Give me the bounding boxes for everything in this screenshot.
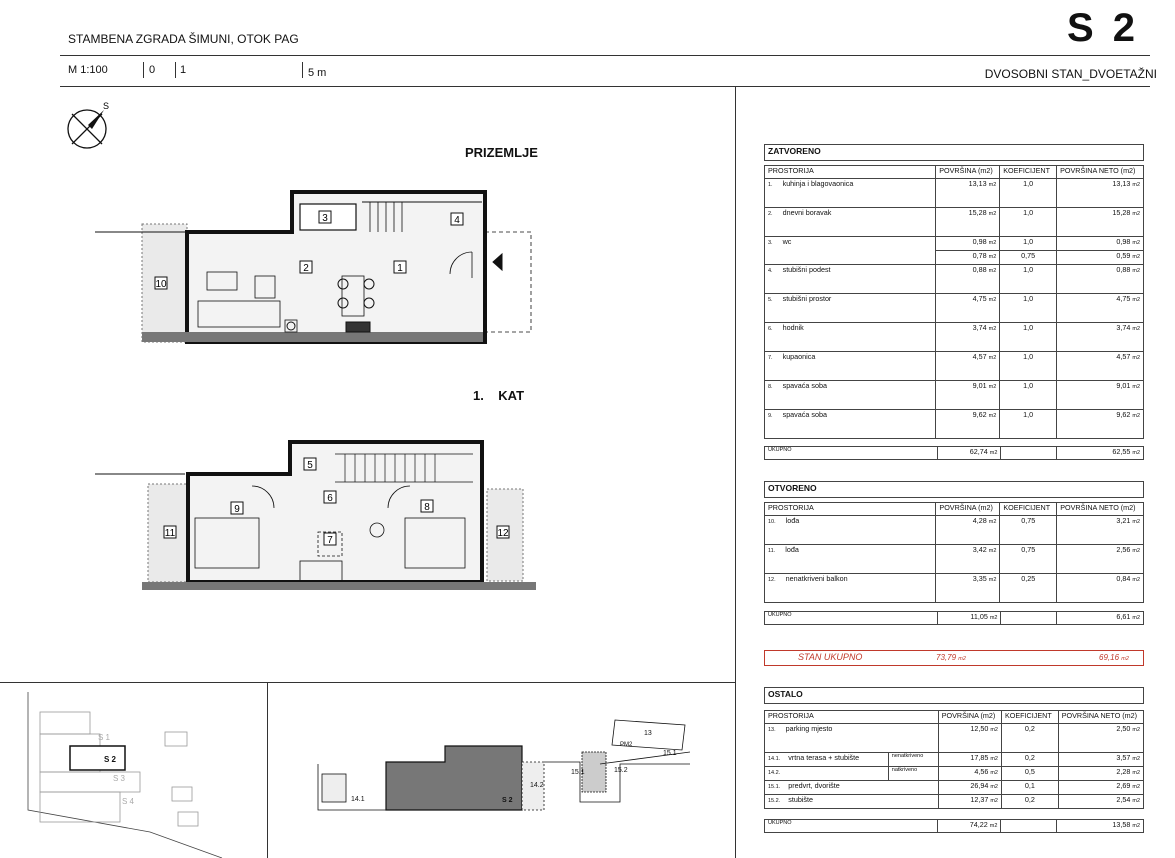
table-row: 9. spavaća soba 9,62 m2 1,0 9,62 m2	[765, 410, 1144, 439]
room-label-5: 5	[307, 460, 313, 471]
total-label: UKUPNO	[765, 447, 938, 460]
site-label-s4: S 4	[122, 797, 135, 806]
scale-label: M 1:100	[68, 64, 108, 76]
table-row: 14.1. vrtna terasa + stubište nenatkriveno 17,85 m2 0,2 3,57 m2	[765, 753, 1144, 767]
table-header-row: PROSTORIJA POVRŠINA (m2) KOEFICIJENT POVRŠINA NETO (m2)	[765, 711, 1144, 724]
header-koeficijent: KOEFICIJENT	[1000, 166, 1057, 179]
scale-tick-1	[175, 62, 176, 78]
table-header-row: PROSTORIJA POVRŠINA (m2) KOEFICIJENT POVRŠINA NETO (m2)	[765, 503, 1144, 516]
zatvoreno-title: ZATVORENO	[768, 146, 821, 156]
table-row: 13. parking mjesto 12,50 m2 0,2 2,50 m2	[765, 724, 1144, 753]
scale-tick-label-1: 1	[180, 64, 187, 76]
total-row: UKUPNO 74,22 m2 13,58 m2	[765, 820, 1144, 833]
scale-tick-0	[143, 62, 144, 78]
room-label-4: 4	[454, 215, 460, 226]
room-label-6: 6	[327, 493, 333, 504]
otvoreno-title: OTVORENO	[768, 483, 817, 493]
scale-tick-label-5: 5 m	[308, 67, 327, 79]
table-row: 11. lođa 3,42 m2 0,75 2,56 m2	[765, 545, 1144, 574]
room-label-12: 12	[497, 528, 509, 539]
table-row: 10. lođa 4,28 m2 0,75 3,21 m2	[765, 516, 1144, 545]
scale-tick-5	[302, 62, 303, 78]
total-row: UKUPNO 62,74 m2 62,55 m2	[765, 447, 1144, 460]
table-row: 8. spavaća soba 9,01 m2 1,0 9,01 m2	[765, 381, 1144, 410]
table-row: 3. wc 0,98 m2 1,0 0,98 m2	[765, 237, 1144, 251]
row-coef: 1,0	[1000, 179, 1057, 208]
header-povrsina-neto: POVRŠINA NETO (m2)	[1057, 166, 1144, 179]
room-label-8: 8	[424, 502, 430, 513]
ground-floor-plan	[95, 192, 531, 342]
north-compass-icon	[68, 110, 106, 148]
stan-ukupno-area: 73,79 m2	[936, 653, 966, 662]
table-row: 4. stubišni podest 0,88 m2 1,0 0,88 m2	[765, 265, 1144, 294]
site-plans-drawing	[0, 682, 735, 858]
row-name: kuhinja i blagovaonica	[782, 179, 854, 188]
floor-plans-drawing	[0, 86, 735, 682]
room-label-3: 3	[322, 213, 328, 224]
zatvoreno-title-box	[764, 144, 1144, 161]
otvoreno-table	[764, 502, 1144, 603]
room-label-9: 9	[234, 504, 240, 515]
table-row: 12. nenatkriveni balkon 3,35 m2 0,25 0,84 m2	[765, 574, 1144, 603]
compass-label: S	[103, 101, 110, 111]
site-label-s1: S 1	[98, 733, 111, 742]
table-row: 0,78 m2 0,75 0,59 m2	[765, 251, 1144, 265]
table-row: 2. dnevni boravak 15,28 m2 1,0 15,28 m2	[765, 208, 1144, 237]
right-panel-divider	[735, 86, 736, 858]
lot-label-15-1: 15.1	[571, 769, 585, 776]
lot-label-15-2: 15.2	[614, 767, 628, 774]
row-no: 1.	[768, 182, 773, 188]
lot-label-14-2: 14.2	[530, 782, 544, 789]
table-row: 6. hodnik 3,74 m2 1,0 3,74 m2	[765, 323, 1144, 352]
otvoreno-total-table	[764, 611, 1144, 625]
scale-tick-label-0: 0	[149, 64, 156, 76]
lot-label-13: 13	[644, 730, 652, 737]
ostalo-title-box	[764, 687, 1144, 704]
room-label-2: 2	[303, 263, 309, 274]
ostalo-total-table	[764, 819, 1144, 833]
lot-label-s2: S 2	[502, 797, 513, 804]
site-label-s2: S 2	[104, 755, 117, 764]
lot-label-15-1-right: 15.1	[663, 750, 677, 757]
zatvoreno-table	[764, 165, 1144, 439]
zatvoreno-total-table	[764, 446, 1144, 460]
header-divider	[60, 55, 1150, 56]
otvoreno-title-box	[764, 481, 1144, 498]
ostalo-table	[764, 710, 1144, 809]
stan-ukupno-label: STAN UKUPNO	[798, 652, 863, 662]
project-title: STAMBENA ZGRADA ŠIMUNI, OTOK PAG	[68, 32, 299, 46]
room-label-11: 11	[164, 528, 176, 539]
table-row: 15.1. predvrt, dvorište 26,94 m2 0,1 2,69 m2	[765, 781, 1144, 795]
lot-label-pm2: PM2	[620, 742, 633, 748]
table-row: 1. kuhinja i blagovaonica 13,13 m2 1,0 13,13 m2	[765, 179, 1144, 208]
ostalo-title: OSTALO	[768, 689, 803, 699]
total-row: UKUPNO 11,05 m2 6,61 m2	[765, 612, 1144, 625]
ground-floor-label: PRIZEMLJE	[465, 145, 538, 160]
table-row: 7. kupaonica 4,57 m2 1,0 4,57 m2	[765, 352, 1144, 381]
lot-label-14-1: 14.1	[351, 796, 365, 803]
site-label-s3: S 3	[113, 774, 126, 783]
total-net: 62,55	[1112, 447, 1131, 456]
table-row: 14.2. natkriveno 4,56 m2 0,5 2,28 m2	[765, 767, 1144, 781]
room-label-7: 7	[327, 535, 333, 546]
sheet-code: S 2	[1066, 6, 1139, 50]
stan-ukupno-net: 69,16 m2	[1099, 653, 1129, 662]
row-area: 13,13	[968, 179, 987, 188]
header-prostorija: PROSTORIJA	[765, 166, 936, 179]
header-povrsina: POVRŠINA (m2)	[936, 166, 1000, 179]
first-floor-label: 1. KAT	[473, 388, 525, 403]
apartment-type: DVOSOBNI STAN_DVOETAŽNI	[984, 67, 1157, 81]
table-row: 15.2. stubište 12,37 m2 0,2 2,54 m2	[765, 795, 1144, 809]
table-row: 5. stubišni prostor 4,75 m2 1,0 4,75 m2	[765, 294, 1144, 323]
room-label-10: 10	[155, 279, 167, 290]
room-label-1: 1	[397, 263, 403, 274]
table-header-row	[765, 166, 1144, 179]
row-net: 13,13	[1112, 179, 1131, 188]
total-area: 62,74	[969, 447, 988, 456]
